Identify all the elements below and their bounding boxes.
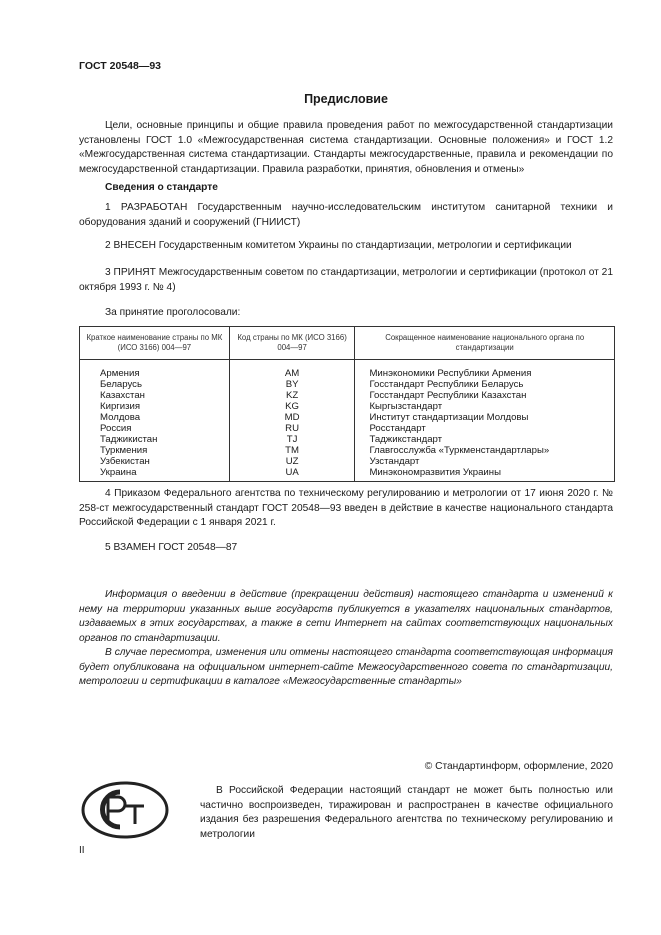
code-cell: BY: [229, 379, 355, 390]
rst-mark-icon: [80, 780, 170, 840]
code-cell: RU: [229, 423, 355, 434]
column-header-code: Код страны по МК (ИСО 3166) 004—97: [229, 327, 355, 360]
agency-cell: Главгосслужба «Туркменстандартлары»: [369, 445, 550, 456]
info-heading: Сведения о стандарте: [105, 182, 218, 193]
agency-cell: Институт стандартизации Молдовы: [369, 412, 529, 423]
table-row: [80, 467, 615, 482]
agency-cell: Кыргызстандарт: [369, 401, 443, 412]
agency-cell: Госстандарт Республики Беларусь: [369, 379, 524, 390]
item-replaces: 5 ВЗАМЕН ГОСТ 20548—87: [105, 542, 238, 553]
code-cell: MD: [229, 412, 355, 423]
notice-paragraph-2: В случае пересмотра, изменения или отмены настоящего стандарта соответствующая информация будет опубликована на официальном интернет-сайте Межгосударственного совета по стандартизации, метрологии и сертификации в каталоге «Межгосударственные стандарты»: [79, 647, 613, 687]
page-number: II: [79, 845, 85, 856]
table-row: [80, 456, 615, 467]
agency-cell: Росстандарт: [369, 423, 426, 434]
voting-countries-table: [79, 326, 615, 482]
agency-cell: Госстандарт Республики Казахстан: [369, 390, 527, 401]
table-row: [80, 379, 615, 390]
country-cell: Армения: [100, 368, 140, 379]
code-cell: TJ: [229, 434, 355, 445]
code-cell: KZ: [229, 390, 355, 401]
table-header-row: [80, 327, 615, 360]
agency-cell: Минэкономики Республики Армения: [369, 368, 532, 379]
code-cell: UZ: [229, 456, 355, 467]
code-cell: UA: [229, 467, 355, 482]
publication-notice: [79, 588, 613, 690]
country-cell: Киргизия: [100, 401, 141, 412]
column-header-country: Краткое наименование страны по МК (ИСО 3166) 004—97: [80, 327, 230, 360]
reproduction-notice: В Российской Федерации настоящий стандарт не может быть полностью или частично воспроизведен, тиражирован и распространен в качестве официального издания без разрешения Федерального агентства по техническому регулированию и метрологии: [200, 785, 613, 840]
agency-cell: Минэкономразвития Украины: [369, 467, 501, 478]
table-row: [80, 390, 615, 401]
table-row: [80, 423, 615, 434]
table-row: [80, 412, 615, 423]
notice-paragraph-1: Информация о введении в действие (прекращении действия) настоящего стандарта и изменений к нему на территории указанных выше государств публикуется в указателях национальных стандартов, издаваемых в этих государствах, а также в сети Интернет на сайтах соответствующих национальных органов по стандартизации.: [79, 589, 613, 644]
country-cell: Молдова: [100, 412, 141, 423]
column-header-agency: Сокращенное наименование национального органа по стандартизации: [355, 327, 615, 360]
item-adopted: 3 ПРИНЯТ Межгосударственным советом по стандартизации, метрологии и сертификации (протокол от 21 октября 1993 г. № 4): [79, 267, 613, 293]
table-row: [80, 434, 615, 445]
code-cell: KG: [229, 401, 355, 412]
table-row: [80, 445, 615, 456]
code-cell: AM: [229, 360, 355, 380]
agency-cell: Узстандарт: [369, 456, 420, 467]
code-cell: TM: [229, 445, 355, 456]
item-introduced: 2 ВНЕСЕН Государственным комитетом Украины по стандартизации, метрологии и сертификации: [105, 240, 572, 251]
item-enacted: 4 Приказом Федерального агентства по техническому регулированию и метрологии от 17 июня 2020 г. № 258-ст межгосударственный стандарт ГОСТ 20548—93 введен в действие в качестве национального стандарта Российской Федерации с 1 января 2021 г.: [79, 488, 613, 528]
country-cell: Узбекистан: [100, 456, 150, 467]
country-cell: Украина: [100, 467, 137, 478]
country-cell: Туркмения: [100, 445, 148, 456]
table-row: [80, 360, 615, 380]
country-cell: Беларусь: [100, 379, 142, 390]
country-cell: Россия: [100, 423, 132, 434]
intro-paragraph: Цели, основные принципы и общие правила проведения работ по межгосударственной стандартизации установлены ГОСТ 1.0 «Межгосударственная система стандартизации. Основные положения» и ГОСТ 1.2 «Межгосударственная система стандартизации. Стандарты межгосударственные, правила и рекомендации по межгосударственной стандартизации. Правила разработки, принятия, обновления и отмены»: [79, 120, 613, 175]
country-cell: Казахстан: [100, 390, 145, 401]
item-developed: 1 РАЗРАБОТАН Государственным научно-исследовательским институтом санитарной техники и оборудования зданий и сооружений (ГНИИСТ): [79, 202, 613, 228]
document-code: ГОСТ 20548—93: [79, 60, 162, 72]
agency-cell: Таджикстандарт: [369, 434, 443, 445]
table-row: [80, 401, 615, 412]
page-title: Предисловие: [304, 92, 388, 106]
vote-intro: За принятие проголосовали:: [105, 307, 241, 318]
country-cell: Таджикистан: [100, 434, 158, 445]
copyright-line: © Стандартинформ, оформление, 2020: [424, 761, 613, 772]
